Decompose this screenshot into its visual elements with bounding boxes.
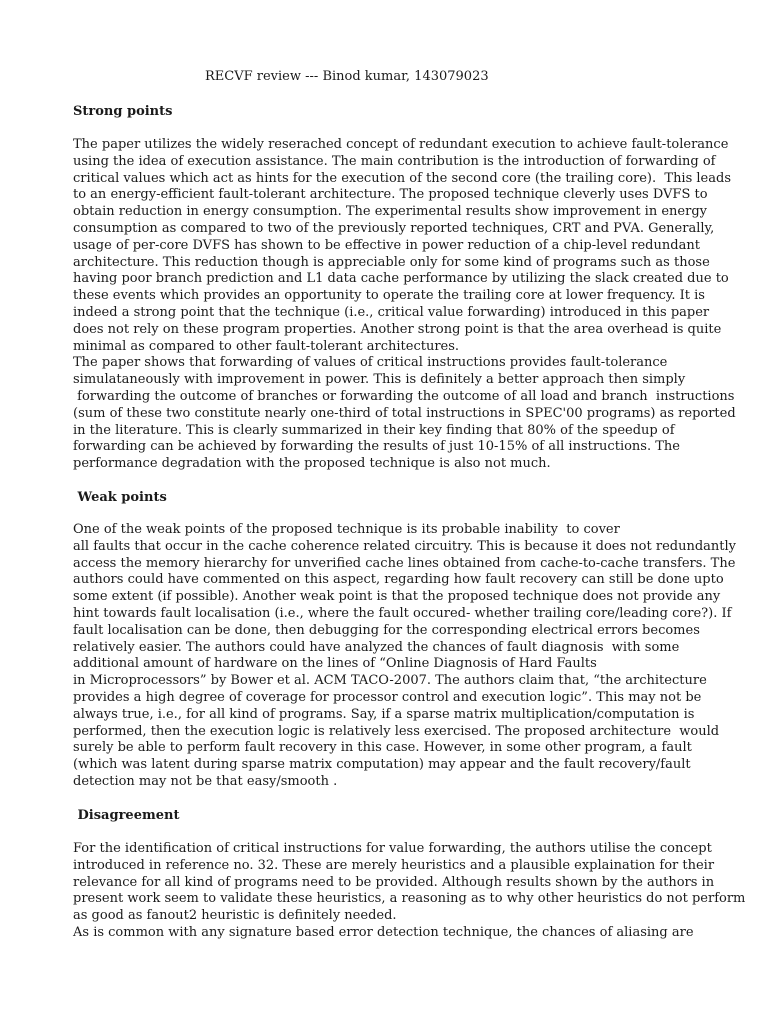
text-line: critical values which act as hints for the execution of the second core (the trailing core). This leads xyxy=(73,170,731,186)
text-line: fault localisation can be done, then debugging for the corresponding electrical errors becomes xyxy=(73,622,700,638)
text-line: relatively easier. The authors could have analyzed the chances of fault diagnosis with some xyxy=(73,639,680,655)
text-line: relevance for all kind of programs need to be provided. Although results shown by the authors in xyxy=(73,874,715,890)
text-line: minimal as compared to other fault-tolerant architectures. xyxy=(73,338,460,354)
text-line: does not rely on these program properties. Another strong point is that the area overhead is quite xyxy=(73,321,722,337)
text-line: (which was latent during sparse matrix computation) may appear and the fault recovery/fault xyxy=(73,757,691,773)
text-line: performance degradation with the proposed technique is also not much. xyxy=(73,456,551,472)
text-line: (sum of these two constitute nearly one-third of total instructions in SPEC'00 programs) as reported xyxy=(73,405,736,421)
heading-strong-points: Strong points xyxy=(73,104,173,119)
text-line: performed, then the execution logic is relatively less exercised. The proposed architecture would xyxy=(73,723,720,739)
text-line: One of the weak points of the proposed technique is its probable inability to cover xyxy=(73,522,620,537)
text-line: to an energy-efficient fault-tolerant architecture. The proposed technique cleverly uses DVFS to xyxy=(73,187,708,203)
text-line: some extent (if possible). Another weak point is that the proposed technique does not provide any xyxy=(73,589,721,605)
text-line: additional amount of hardware on the lines of “Online Diagnosis of Hard Faults xyxy=(73,656,597,672)
text-line: architecture. This reduction though is appreciable only for some kind of programs such as those xyxy=(73,254,710,270)
text-line: detection may not be that easy/smooth . xyxy=(73,773,338,789)
text-line: indeed a strong point that the technique (i.e., critical value forwarding) introduced in this paper xyxy=(73,304,710,320)
text-line: provides a high degree of coverage for processor control and execution logic”. This may not be xyxy=(73,689,702,705)
text-line: authors could have commented on this aspect, regarding how fault recovery can still be done upto xyxy=(73,572,724,588)
text-line: as good as fanout2 heuristic is definitely needed. xyxy=(73,908,397,924)
text-line: all faults that occur in the cache coherence related circuitry. This is because it does not redundantly xyxy=(73,538,736,554)
text-line: having poor branch prediction and L1 data cache performance by utilizing the slack created due to xyxy=(73,271,729,287)
text-line: obtain reduction in energy consumption. The experimental results show improvement in energy xyxy=(73,204,707,220)
text-line: hint towards fault localisation (i.e., where the fault occured- whether trailing core/leading core?). If xyxy=(73,605,732,621)
text-line: in the literature. This is clearly summarized in their key finding that 80% of the speedup of xyxy=(73,422,675,438)
text-line: in Microprocessors” by Bower et al. ACM TACO-2007. The authors claim that, “the architecture xyxy=(73,673,707,689)
heading-disagreement: Disagreement xyxy=(73,808,180,823)
text-line: simulataneously with improvement in power. This is definitely a better approach then simply xyxy=(73,372,686,388)
text-line: always true, i.e., for all kind of programs. Say, if a sparse matrix multiplication/computation is xyxy=(73,706,695,722)
text-line: these events which provides an opportunity to operate the trailing core at lower frequency. It is xyxy=(73,288,705,304)
text-line: usage of per-core DVFS has shown to be effective in power reduction of a chip-level redundant xyxy=(73,237,700,253)
text-line: For the identification of critical instructions for value forwarding, the authors utilise the concept xyxy=(73,841,712,856)
text-line: using the idea of execution assistance. The main contribution is the introduction of forwarding of xyxy=(73,153,716,169)
text-line: The paper shows that forwarding of values of critical instructions provides fault-tolerance xyxy=(73,355,668,371)
text-line: As is common with any signature based error detection technique, the chances of aliasing are xyxy=(73,924,694,940)
heading-weak-points: Weak points xyxy=(73,490,167,505)
strong-points-body xyxy=(73,137,736,473)
text-line: The paper utilizes the widely reserached concept of redundant execution to achieve fault-tolerance xyxy=(73,137,729,152)
weak-points-body xyxy=(73,522,736,791)
document-title: RECVF review --- Binod kumar, 143079023 xyxy=(205,69,489,84)
text-line: forwarding can be achieved by forwarding the results of just 10-15% of all instructions. The xyxy=(73,439,680,455)
text-line: surely be able to perform fault recovery in this case. However, in some other program, a fault xyxy=(73,740,692,756)
text-line: forwarding the outcome of branches or forwarding the outcome of all load and branch instructions xyxy=(73,388,735,404)
text-line: present work seem to validate these heuristics, a reasoning as to why other heuristics do not perform xyxy=(73,891,746,907)
text-line: access the memory hierarchy for unverified cache lines obtained from cache-to-cache transfers. The xyxy=(73,555,736,571)
text-line: introduced in reference no. 32. These are merely heuristics and a plausible explaination for their xyxy=(73,857,715,873)
disagreement-body xyxy=(73,841,746,942)
text-line: consumption as compared to two of the previously reported techniques, CRT and PVA. Generally, xyxy=(73,220,715,236)
